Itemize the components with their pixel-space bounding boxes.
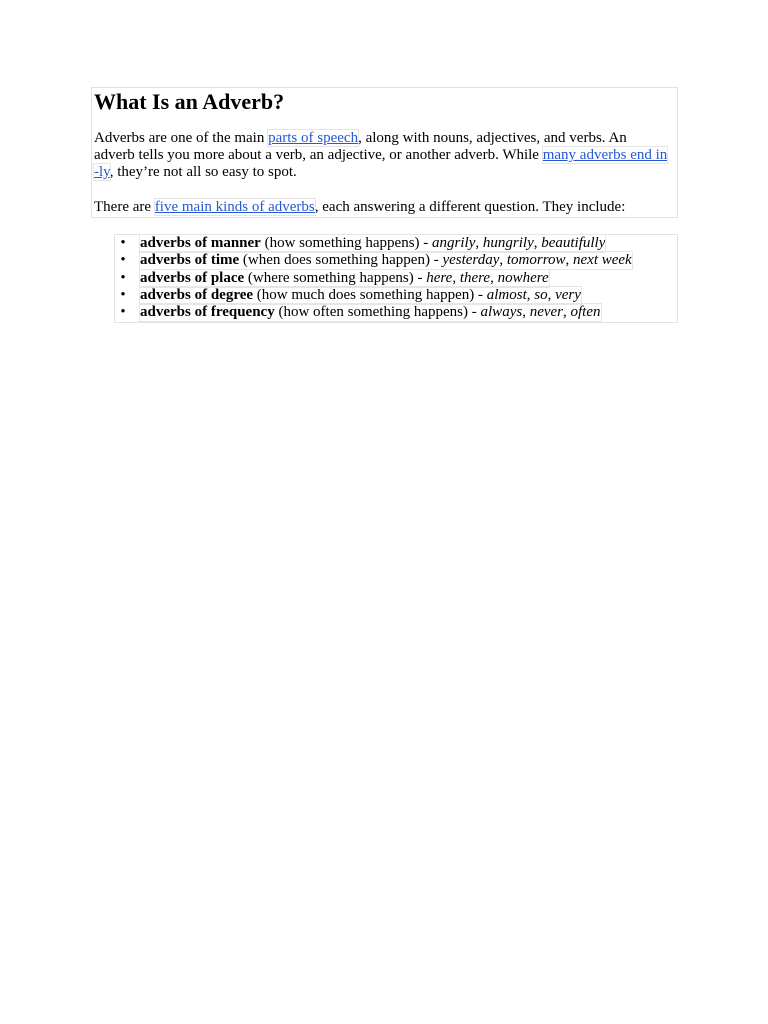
adverb-kind-term: adverbs of place [140, 269, 245, 286]
intro-text-2: , along with nouns, adjectives, and verbs. An adverb tells you more about a verb, an adjective, or another adverb. While [94, 130, 627, 163]
list-item-text [140, 304, 601, 321]
list-item-text [140, 270, 549, 287]
example-separator: , [452, 269, 460, 286]
bullet-icon: • [120, 286, 126, 303]
list-item [115, 270, 677, 287]
example-separator: , [475, 235, 483, 251]
adverb-kinds-list-box [114, 234, 678, 323]
adverb-example: almost [486, 286, 527, 303]
list-item [115, 235, 677, 252]
adverb-kind-description: (how much does something happen) - [253, 286, 487, 303]
example-separator: , [499, 252, 507, 269]
adverb-example: tomorrow [506, 252, 566, 269]
adverb-example: always [480, 304, 523, 321]
list-item-text [140, 287, 581, 304]
adverb-kind-term: adverbs of manner [140, 235, 261, 251]
example-separator: , [522, 304, 530, 321]
example-separator: , [547, 286, 556, 303]
kinds-paragraph [94, 199, 671, 216]
parts-of-speech-link[interactable]: parts of speech [268, 130, 359, 146]
intro-section [91, 87, 678, 218]
intro-paragraph [94, 130, 671, 181]
five-kinds-link[interactable]: five main kinds of adverbs [154, 199, 315, 215]
adverb-kind-description: (where something happens) - [244, 269, 427, 286]
example-separator: , [563, 304, 571, 321]
example-separator: , [533, 235, 542, 251]
adverb-example: never [529, 304, 563, 321]
list-item-text [140, 235, 605, 252]
adverb-example: here [426, 269, 453, 286]
bullet-icon: • [120, 235, 126, 251]
adverb-example: beautifully [541, 235, 606, 251]
bullet-icon: • [120, 252, 126, 269]
adverb-example: so [534, 286, 548, 303]
adverb-kind-term: adverbs of degree [140, 286, 254, 303]
kinds-text-2: , each answering a different question. They include: [314, 199, 626, 215]
example-separator: , [526, 286, 535, 303]
intro-text-3: , they’re not all so easy to spot. [109, 164, 297, 180]
adverb-example: often [570, 304, 601, 321]
bullet-icon: • [120, 304, 126, 321]
adverb-kinds-list [115, 235, 677, 321]
list-item-text [140, 252, 632, 269]
adverb-example: next week [573, 252, 632, 269]
example-separator: , [565, 252, 573, 269]
adverb-kind-description: (when does something happen) - [239, 252, 443, 269]
adverb-kind-description: (how something happens) - [260, 235, 433, 251]
list-item [115, 252, 677, 269]
list-item [115, 304, 677, 321]
adverb-kind-description: (how often something happens) - [274, 304, 481, 321]
adverb-example: nowhere [497, 269, 549, 286]
adverb-kind-term: adverbs of frequency [140, 304, 275, 321]
adverb-example: very [555, 286, 581, 303]
page-title: What Is an Adverb? [94, 89, 285, 114]
adverb-example: hungrily [482, 235, 534, 251]
adverb-example: there [459, 269, 491, 286]
adverb-example: angrily [432, 235, 476, 251]
example-separator: , [490, 269, 498, 286]
adverb-kind-term: adverbs of time [140, 252, 240, 269]
intro-text-1: Adverbs are one of the main [94, 130, 269, 146]
kinds-text-1: There are [94, 199, 155, 215]
bullet-icon: • [120, 269, 126, 286]
list-item [115, 287, 677, 304]
adverb-example: yesterday [442, 252, 500, 269]
adverbs-end-in-ly-link[interactable]: many adverbs end in -ly [94, 147, 668, 180]
